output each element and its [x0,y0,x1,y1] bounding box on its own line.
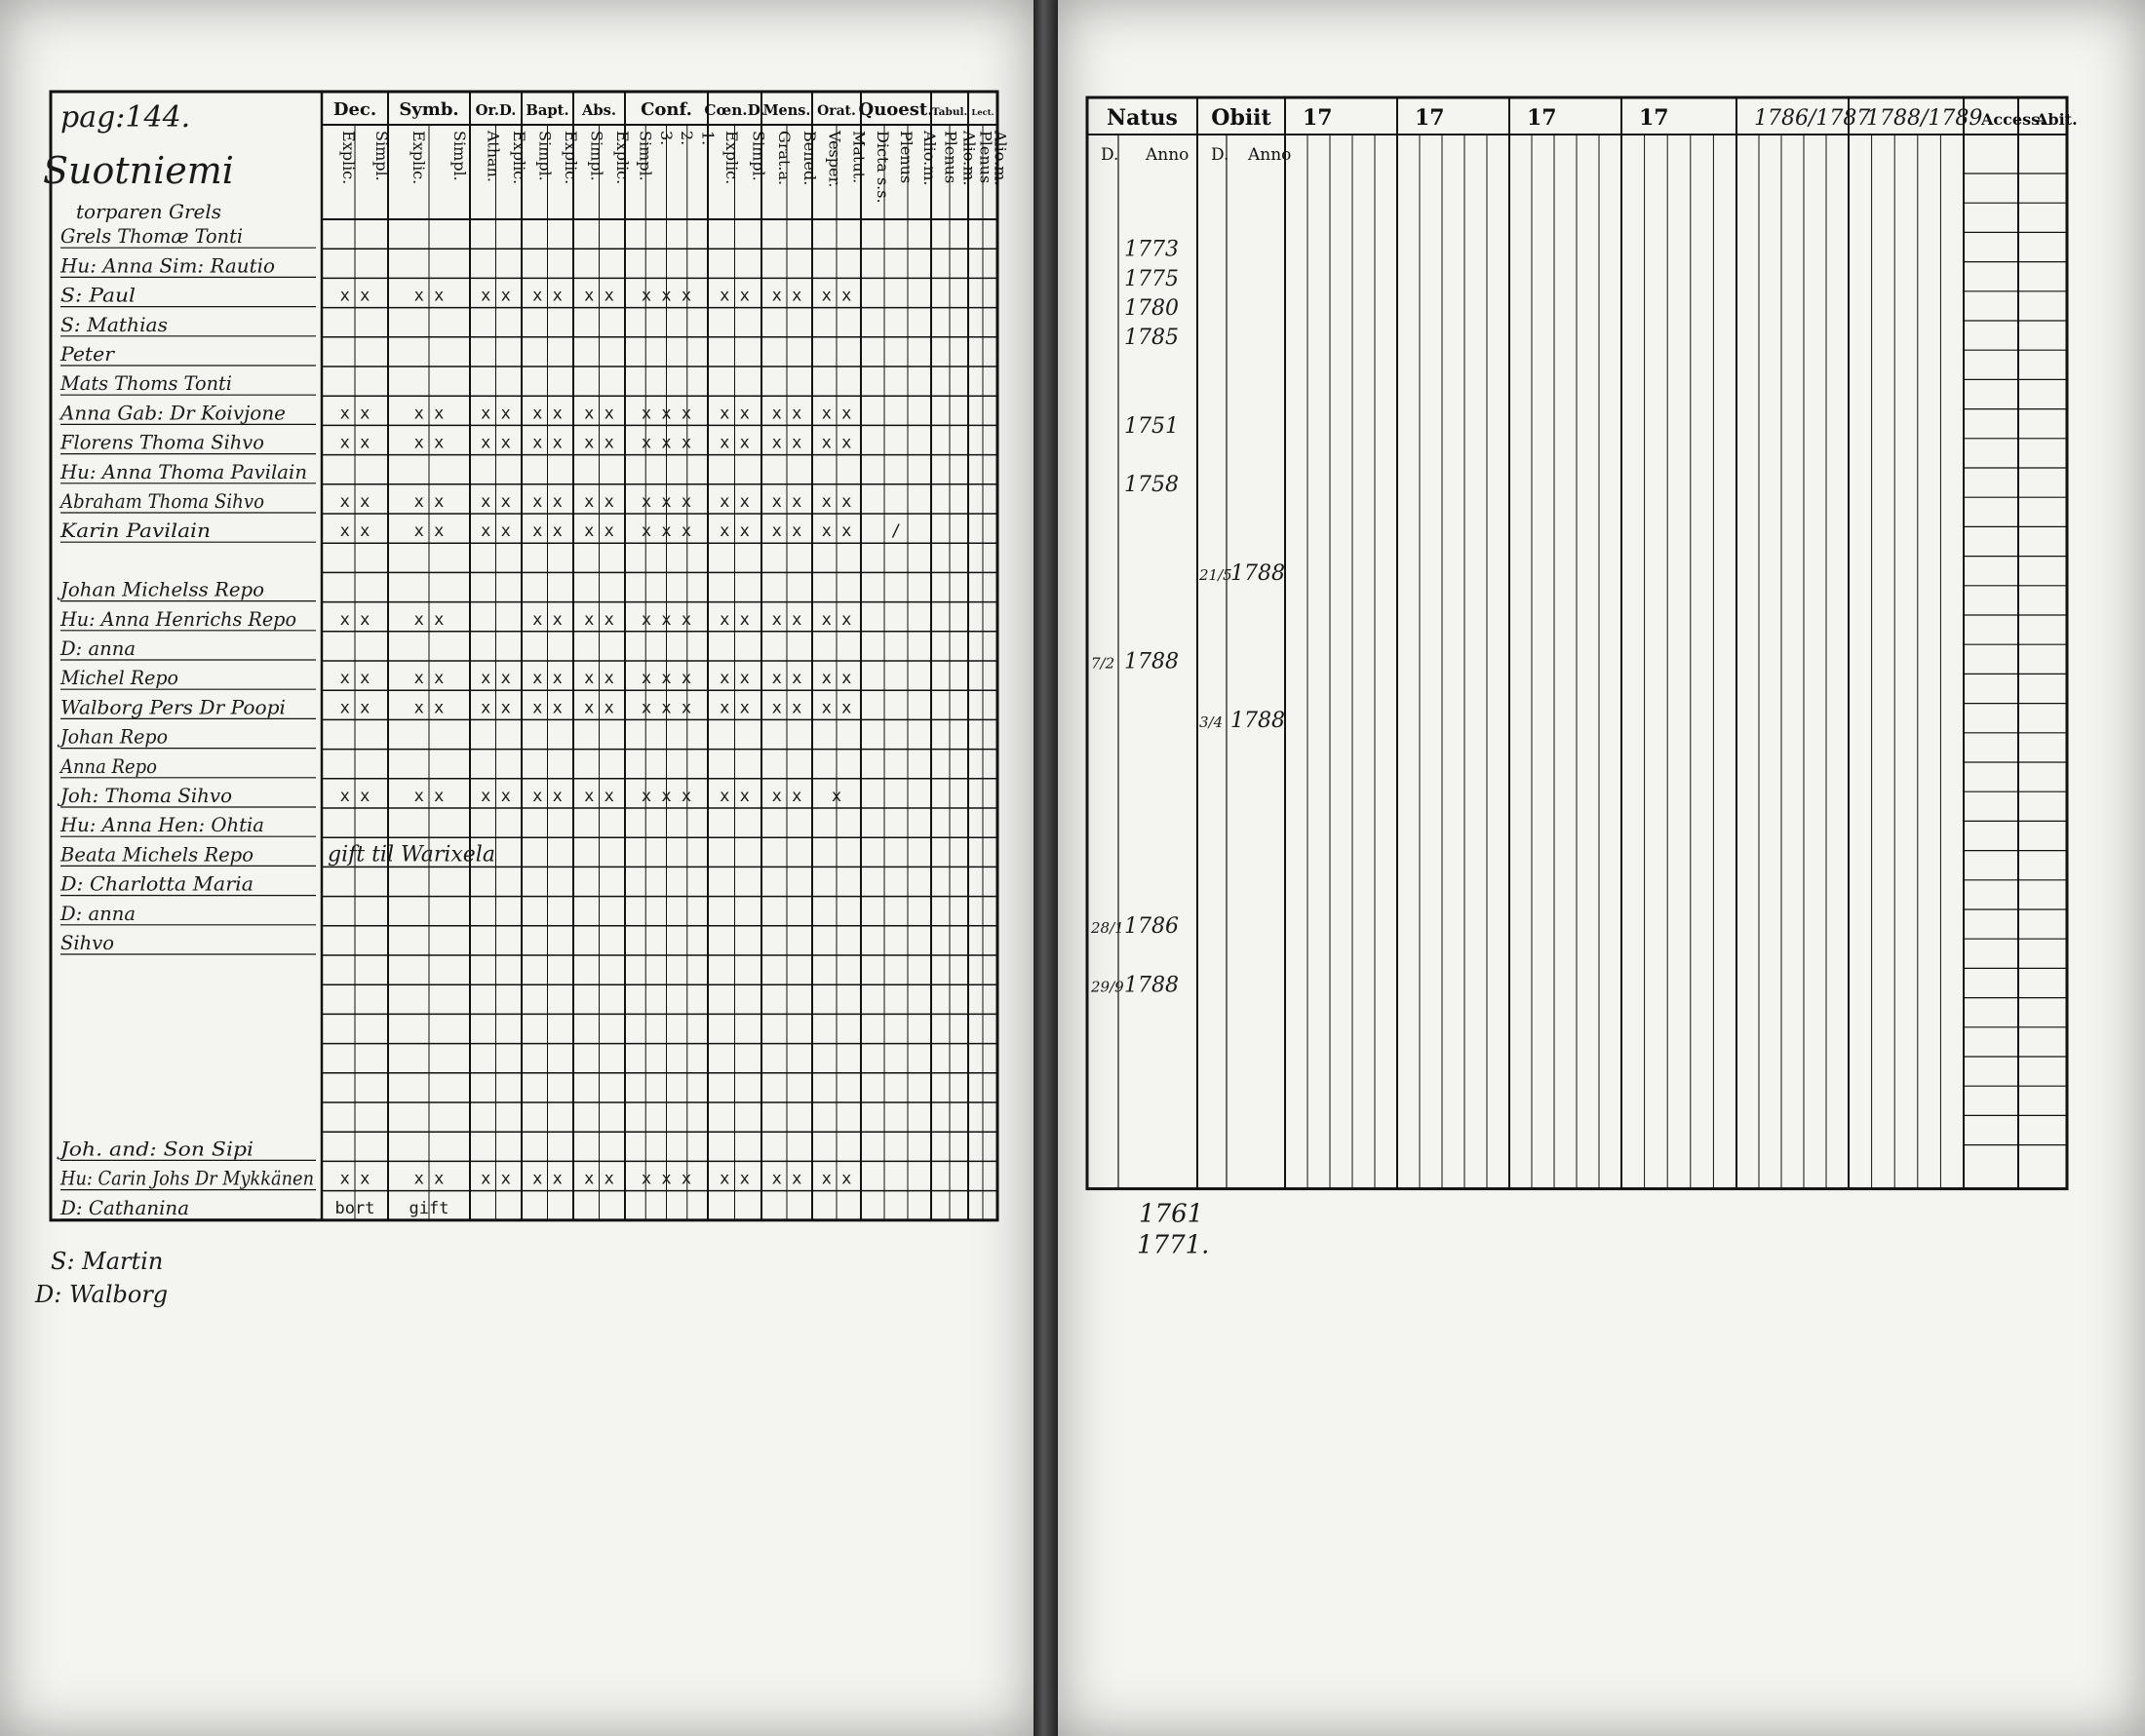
column-subheader: 2. [678,131,697,146]
column-subheader: Plenus [897,131,916,184]
exam-mark: x x [413,698,445,718]
column-header-6: Cœn.D. [704,101,765,119]
column-header-0: Natus [1107,105,1178,131]
exam-mark: x x [339,609,370,630]
column-header-5: 17 [1639,105,1669,131]
exam-mark: x x [413,669,445,689]
column-subheader: Alio.m. [991,131,1010,186]
left-ledger-page [0,0,1034,1736]
exam-mark: x x [771,1169,802,1189]
exam-mark: x x [532,1169,563,1189]
column-header-11: Lect. [971,107,994,117]
person-name: Anna Gab: Dr Koivjone [58,401,286,425]
column-header-3: 17 [1415,105,1445,131]
column-header-4: 17 [1527,105,1557,131]
exam-mark: x x [481,433,511,453]
natus-year: 1758 [1124,473,1179,498]
person-name: Hu: Anna Thoma Pavilain [59,459,307,483]
exam-mark: x x [532,521,563,542]
exam-mark: x x [821,521,852,542]
exam-mark: x x [413,433,445,453]
natus-year: 1775 [1124,266,1179,291]
exam-mark: x x [481,492,511,512]
obiit-year: 1788 [1230,708,1285,733]
exam-mark: x x [821,404,852,424]
column-subheader: Simpl. [587,131,606,181]
column-header-1: Symb. [399,99,459,120]
right-ledger-table [1058,0,2145,1736]
exam-mark: x x [481,286,511,306]
exam-mark: x x [771,698,802,718]
column-subheader: Explic. [410,131,428,185]
below-table-name: S: Martin [51,1247,164,1275]
person-name: Hu: Carin Johs Dr Mykkänen [59,1166,314,1190]
exam-mark: x x [584,521,614,542]
exam-mark: x x [413,787,445,806]
exam-mark: x x [821,1169,852,1189]
exam-mark: x [831,787,842,806]
exam-mark: x x [771,669,802,689]
obiit-day: 21/5 [1199,565,1232,584]
natus-year: 1773 [1124,237,1179,262]
exam-mark: x x [339,1169,370,1189]
column-header-5: Conf. [641,99,692,120]
natus-year: 1786 [1124,914,1179,940]
person-name: Michel Repo [59,666,178,690]
column-subheader: Grat.a. [775,131,794,186]
exam-mark: x x [821,609,852,630]
exam-mark: x x [532,787,563,806]
obiit-year: 1788 [1230,560,1285,586]
exam-mark: x x [584,286,614,306]
exam-mark: x x x [641,698,692,718]
exam-mark: x x [339,286,370,306]
exam-mark: x x [720,1169,750,1189]
column-header-3: Bapt. [526,102,569,119]
column-subheader: 3. [656,131,676,146]
exam-mark: x x [584,404,614,424]
exam-mark: x x [821,698,852,718]
exam-mark: x x [584,433,614,453]
column-subheader: Plenus [941,131,960,184]
column-header-2: 17 [1303,105,1333,131]
exam-mark: x x [532,404,563,424]
exam-mark: x x [481,787,511,806]
column-subheader: Matut. [849,131,869,184]
natus-year: 1751 [1124,413,1179,439]
column-subheader: Explic. [612,131,632,185]
person-name: Hu: Anna Henrichs Repo [59,606,296,631]
column-subheader: Simpl. [372,131,391,181]
person-name: D: anna [59,637,136,660]
column-subheader: Dicta s.s. [874,131,892,204]
exam-mark: x x [771,521,802,542]
exam-mark: x x [339,492,370,512]
farm-name: torparen Grels [76,200,222,223]
exam-mark: x x [720,492,750,512]
person-name: Florens Thoma Sihvo [59,430,264,454]
column-subheader: 1. [698,131,718,146]
column-subheader: D. [1211,145,1229,165]
exam-mark: x x [413,492,445,512]
exam-mark: x x [413,404,445,424]
natus-year: 1785 [1124,326,1179,351]
exam-mark: x x [339,404,370,424]
exam-mark: x x x [641,787,692,806]
exam-mark: x x [771,492,802,512]
exam-mark: x x [584,609,614,630]
right-ledger-page [1058,0,2145,1736]
exam-mark: x x [481,669,511,689]
person-name: D: anna [59,901,136,925]
column-subheader: Explic. [561,131,580,185]
column-subheader: Alio.m. [920,131,939,186]
book-gutter [1034,0,1058,1736]
person-name: S: Paul [60,283,136,307]
column-header-7: Mens. [762,102,811,119]
person-name: Joh. and: Son Sipi [56,1137,254,1161]
exam-mark: x x [771,404,802,424]
column-subheader: Alio.m. [959,131,979,186]
column-header-9: Abit. [2036,110,2078,129]
column-subheader: Simpl. [636,131,655,181]
exam-mark: x x [532,433,563,453]
exam-mark: x x [339,433,370,453]
exam-mark: x x x [641,286,692,306]
column-header-0: Dec. [332,99,377,120]
exam-mark: x x [720,521,750,542]
exam-mark: x x [413,521,445,542]
exam-mark: x x [771,787,802,806]
exam-mark: x x x [641,669,692,689]
exam-mark: x x [481,1169,511,1189]
column-header-1: Obiit [1211,105,1271,131]
column-header-10: Tabul. [931,106,968,118]
natus-day: 7/2 [1091,654,1115,673]
person-name: Grels Thomæ Tonti [60,224,243,249]
column-subheader: Explic. [339,131,358,185]
person-name: Anna Repo [58,753,157,778]
person-name: Karin Pavilain [58,519,211,543]
column-header-7: 1788/1789 [1866,106,1983,131]
person-name: S: Mathias [60,312,168,336]
exam-mark: x x [481,521,511,542]
person-name: Johan Michelss Repo [57,577,265,601]
column-subheader: Athan. [484,131,503,182]
natus-year: 1788 [1124,973,1179,998]
natus-day: 29/9 [1091,978,1124,996]
exam-mark: x x [584,492,614,512]
exam-mark: x x [339,698,370,718]
exam-mark: x x [821,669,852,689]
exam-mark: x x [771,609,802,630]
exam-mark: x x [771,286,802,306]
exam-mark: x x x [641,609,692,630]
column-subheader: D. [1101,145,1119,165]
column-subheader: Simpl. [749,131,768,181]
natus-year: 1788 [1124,649,1179,675]
exam-mark: x x x [641,492,692,512]
exam-mark: x x [584,669,614,689]
column-header-9: Quoest. [858,99,934,120]
exam-mark: bort [334,1198,375,1218]
person-name: Hu: Anna Sim: Rautio [59,253,275,278]
column-subheader: Vesper. [825,131,844,188]
exam-mark: gift [409,1198,449,1218]
person-name: Walborg Pers Dr Poopi [60,695,286,719]
person-name: D: Cathanina [59,1195,189,1219]
person-name: Peter [58,342,116,366]
exam-mark: x x [584,698,614,718]
person-name: Hu: Anna Hen: Ohtia [59,813,265,837]
exam-mark: x x [821,286,852,306]
column-subheader: Plenus [976,131,995,184]
exam-mark: x x [720,787,750,806]
exam-mark: x x [771,433,802,453]
column-header-2: Or.D. [475,102,517,119]
column-header-8: Access. [1981,110,2046,129]
column-subheader: Simpl. [535,131,555,181]
column-subheader: Explic. [509,131,528,185]
exam-mark: x x [720,404,750,424]
exam-mark: x x [532,492,563,512]
exam-mark: x x x [641,404,692,424]
column-header-4: Abs. [581,102,617,119]
column-subheader: Explic. [722,131,741,185]
left-ledger-table [0,0,1034,1736]
exam-mark: x x [720,433,750,453]
obiit-day: 3/4 [1199,713,1224,731]
person-name: Abraham Thoma Sihvo [58,489,265,513]
person-name: Beata Michels Repo [59,842,254,867]
exam-mark: x x [413,286,445,306]
footer-year: 1771. [1137,1230,1210,1260]
exam-mark: x x [821,492,852,512]
page-label: pag:144. [60,100,191,135]
person-name: Joh: Thoma Sihvo [57,784,233,807]
village-name: Suotniemi [43,149,234,192]
exam-mark: x x [532,669,563,689]
exam-mark: x x [584,787,614,806]
person-name: Sihvo [60,931,114,954]
exam-mark: x x x [641,433,692,453]
exam-mark: x x [481,404,511,424]
exam-mark: x x [481,698,511,718]
person-name: D: Charlotta Maria [58,871,254,896]
column-header-8: Orat. [817,103,856,119]
exam-mark: x x [532,286,563,306]
column-subheader: Anno [1248,145,1292,165]
column-header-6: 1786/1787 [1754,106,1871,131]
exam-mark: / [890,521,902,542]
exam-mark: x x [720,609,750,630]
exam-mark: x x x [641,521,692,542]
exam-mark: x x [413,1169,445,1189]
exam-mark: x x [720,698,750,718]
column-subheader: Bened. [800,131,819,186]
column-subheader: Anno [1146,145,1190,165]
column-subheader: Simpl. [450,131,469,181]
exam-mark: x x [532,609,563,630]
exam-mark: x x [339,787,370,806]
footer-year: 1761 [1139,1199,1204,1229]
natus-year: 1780 [1124,296,1179,321]
exam-mark: x x [339,521,370,542]
exam-mark: x x [532,698,563,718]
person-name: Mats Thoms Tonti [59,371,233,396]
exam-mark: x x [339,669,370,689]
exam-mark: x x x [641,1169,692,1189]
remark: gift til Warixela [328,842,495,868]
exam-mark: x x [413,609,445,630]
natus-day: 28/1 [1091,919,1124,938]
person-name: Johan Repo [57,724,168,749]
exam-mark: x x [720,669,750,689]
exam-mark: x x [584,1169,614,1189]
below-table-name: D: Walborg [35,1280,169,1308]
exam-mark: x x [720,286,750,306]
exam-mark: x x [821,433,852,453]
